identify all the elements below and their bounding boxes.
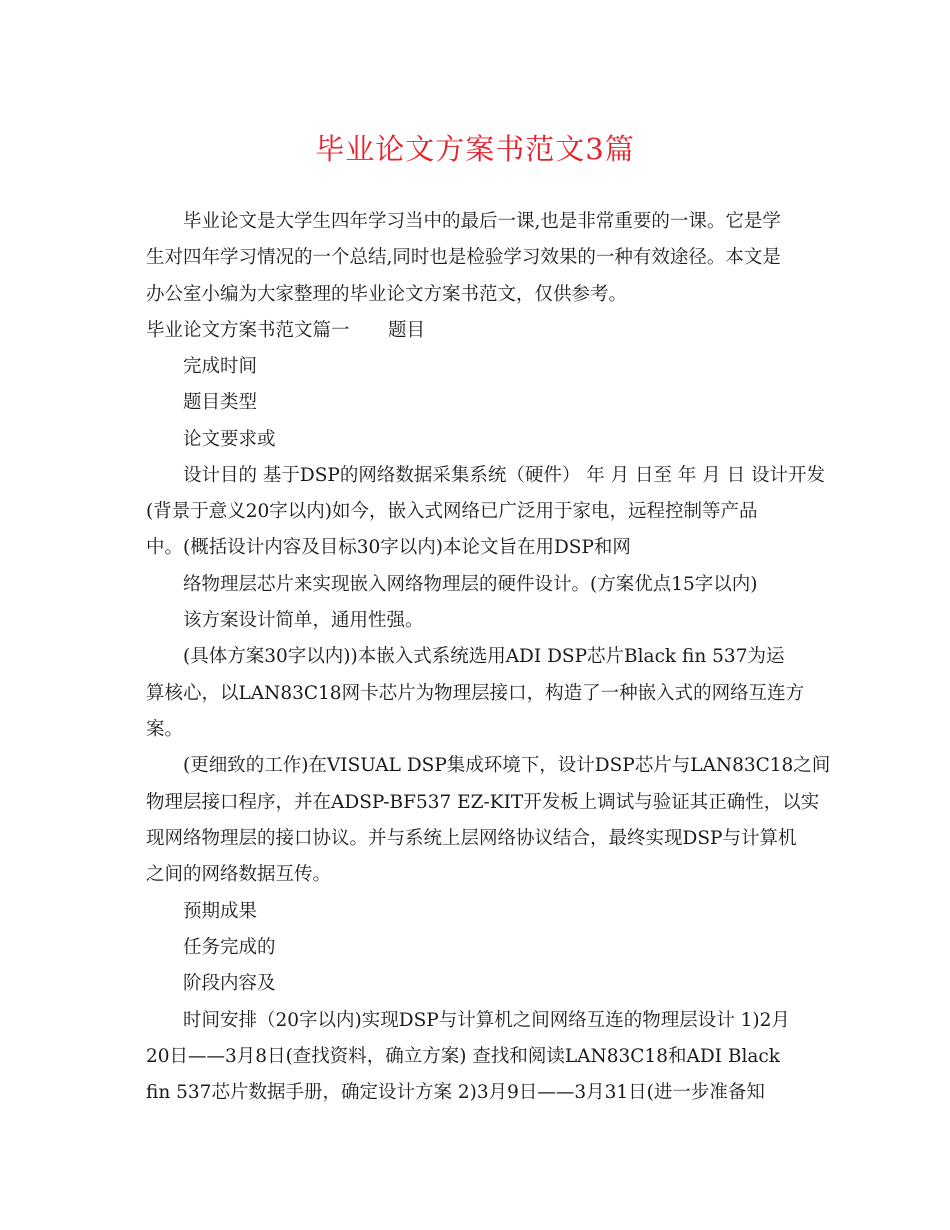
paragraph-line: (具体方案30字以内))本嵌入式系统选用ADI DSP芯片Black fin 537为运 xyxy=(183,646,785,667)
paragraph-line: 设计目的 基于DSP的网络数据采集系统（硬件） 年 月 日至 年 月 日 设计开发 xyxy=(183,465,826,486)
field-label: 题目类型 xyxy=(183,392,258,413)
field-label: 预期成果 xyxy=(183,901,258,922)
paragraph-line: (更细致的工作)在VISUAL DSP集成环境下，设计DSP芯片与LAN83C18之间 xyxy=(183,755,831,776)
paragraph-line: 20日——3月8日(查找资料，确立方案) 查找和阅读LAN83C18和ADI Black xyxy=(146,1046,780,1067)
section-heading: 毕业论文方案书范文篇一 xyxy=(146,320,350,341)
field-label: 论文要求或 xyxy=(183,429,276,450)
paragraph-line: 物理层接口程序，并在ADSP-BF537 EZ-KIT开发板上调试与验证其正确性，以实 xyxy=(146,792,820,813)
field-label: 任务完成的 xyxy=(183,937,276,958)
field-label: 完成时间 xyxy=(183,356,258,377)
paragraph-line: 算核心，以LAN83C18网卡芯片为物理层接口，构造了一种嵌入式的网络互连方 xyxy=(146,683,805,704)
paragraph-line: 时间安排（20字以内)实现DSP与计算机之间网络互连的物理层设计 1)2月 xyxy=(183,1010,790,1031)
paragraph-line: 之间的网络数据互传。 xyxy=(146,864,332,885)
field-label: 题目 xyxy=(388,320,426,341)
paragraph-line: 办公室小编为大家整理的毕业论文方案书范文，仅供参考。 xyxy=(146,284,628,305)
paragraph-line: (背景于意义20字以内)如今，嵌入式网络已广泛用于家电，远程控制等产品 xyxy=(146,501,758,522)
paragraph-line: 生对四年学习情况的一个总结,同时也是检验学习效果的一种有效途径。本文是 xyxy=(146,247,781,268)
paragraph-line: 该方案设计简单，通用性强。 xyxy=(183,610,424,631)
paragraph-line: 毕业论文是大学生四年学习当中的最后一课,也是非常重要的一课。它是学 xyxy=(183,211,781,232)
paragraph-line: fin 537芯片数据手册，确定设计方案 2)3月9日——3月31日(进一步准备知 xyxy=(146,1082,765,1103)
field-label: 阶段内容及 xyxy=(183,973,276,994)
paragraph-line: 络物理层芯片来实现嵌入网络物理层的硬件设计。(方案优点15字以内) xyxy=(183,574,758,595)
paragraph-line: 中。(概括设计内容及目标30字以内)本论文旨在用DSP和网 xyxy=(146,537,631,558)
paragraph-line: 现网络物理层的接口协议。并与系统上层网络协议结合，最终实现DSP与计算机 xyxy=(146,828,797,849)
paragraph-line: 案。 xyxy=(146,719,184,740)
document-title: 毕业论文方案书范文3篇 xyxy=(315,132,635,166)
